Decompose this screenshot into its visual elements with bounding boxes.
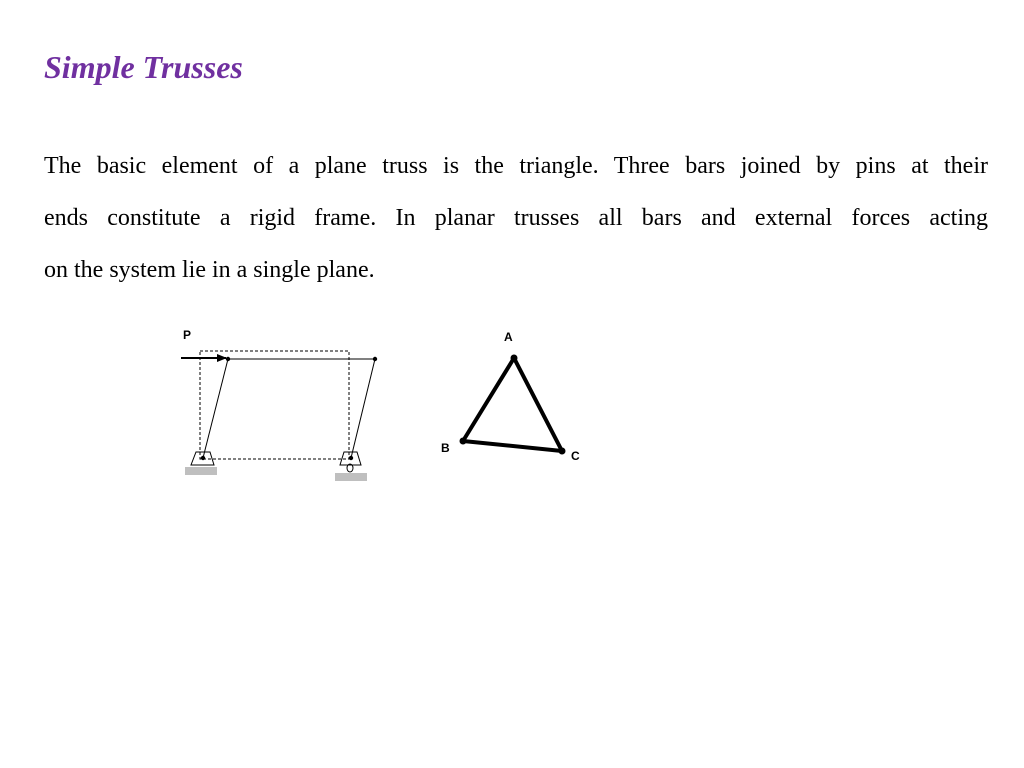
frame-right-bar (351, 359, 375, 458)
joint-b (460, 438, 467, 445)
frame-top-left-joint (226, 357, 230, 361)
joint-c (559, 448, 566, 455)
frame-top-right-joint (373, 357, 377, 361)
original-frame-outline (200, 351, 349, 459)
label-b: B (441, 441, 450, 455)
triangle-bars (463, 358, 562, 451)
body-line: on the system lie in a single plane. (44, 257, 375, 283)
pin-support-ground (185, 467, 217, 475)
frame-bottom-left-joint (201, 456, 205, 460)
joint-a (511, 355, 518, 362)
roller-support-ground (335, 473, 367, 481)
body-line: ends constitute a rigid frame. In planar trusses all bars and external forces acting (44, 205, 988, 231)
frame-bottom-right-joint (349, 456, 353, 460)
label-a: A (504, 330, 513, 344)
slide-title: Simple Trusses (44, 49, 243, 85)
triangle-figure (441, 330, 580, 463)
force-label: P (183, 328, 192, 342)
frame-left-bar (203, 359, 228, 458)
body-line: The basic element of a plane truss is the triangle. Three bars joined by pins at their (44, 153, 988, 179)
label-c: C (571, 449, 580, 463)
four-bar-frame-figure (181, 328, 377, 481)
